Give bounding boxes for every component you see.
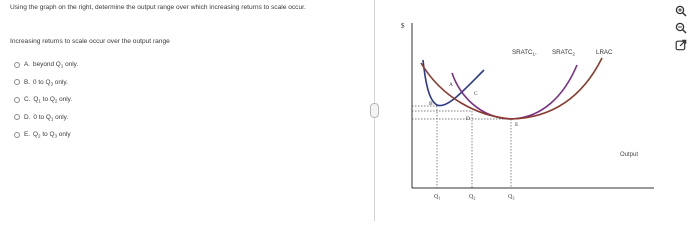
answer-options (14, 56, 78, 144)
srac2-label: $SRATC_2$ (552, 49, 575, 57)
srac1-label: $SRATC_1$, (512, 49, 537, 57)
lrac-label: LRAC (596, 49, 613, 56)
option-e[interactable] (14, 126, 78, 144)
option-d[interactable] (14, 109, 78, 127)
option-text: $Q_2$ to $Q_3$ only (33, 131, 71, 139)
point-c-label: C (474, 91, 478, 97)
zoom-out-button[interactable] (674, 21, 688, 35)
external-link-icon (675, 39, 687, 51)
option-text: 0 to $Q_3$ only. (33, 78, 68, 86)
point-d-label: D (466, 116, 470, 122)
y-axis-label: $ (401, 22, 405, 30)
radio-icon[interactable] (14, 114, 20, 120)
x-axis-label: Output (620, 152, 639, 158)
cost-curves-graph (392, 8, 667, 218)
radio-icon[interactable] (14, 97, 20, 103)
option-text: beyond $Q_1$ only. (33, 61, 79, 69)
radio-icon[interactable] (14, 62, 20, 68)
option-letter: A. (24, 61, 31, 69)
point-b-label: B (429, 101, 433, 107)
option-c[interactable] (14, 91, 78, 109)
option-letter: B. (24, 78, 31, 86)
option-a[interactable] (14, 56, 78, 74)
option-b[interactable] (14, 74, 78, 92)
zoom-in-button[interactable] (674, 4, 688, 18)
question-text: Using the graph on the right, determine the output range over which increasing returns to scale occur. (10, 4, 306, 11)
option-letter: E. (24, 131, 31, 139)
lrac-curve (421, 58, 602, 119)
srac2-curve (452, 65, 577, 119)
panel-divider[interactable] (369, 0, 380, 221)
option-text: $Q_1$ to $Q_2$ only. (33, 96, 73, 104)
zoom-out-icon (675, 22, 687, 34)
radio-icon[interactable] (14, 132, 20, 138)
point-a-label: A (449, 82, 453, 88)
x-tick-q2: $Q_2$ (469, 194, 476, 201)
graph-toolbar (674, 4, 694, 55)
x-tick-q3: $Q_3$ (508, 194, 515, 201)
point-e-label: E (515, 122, 519, 128)
divider-handle[interactable] (370, 103, 379, 118)
option-text: 0 to $Q_1$ only. (33, 113, 69, 121)
question-prompt: Increasing returns to scale occur over the output range (10, 38, 170, 45)
radio-icon[interactable] (14, 79, 20, 85)
option-letter: C. (24, 96, 31, 104)
zoom-in-icon (675, 5, 687, 17)
option-letter: D. (24, 113, 31, 121)
open-external-button[interactable] (674, 38, 688, 52)
x-tick-q1: $Q_1$ (434, 194, 441, 201)
